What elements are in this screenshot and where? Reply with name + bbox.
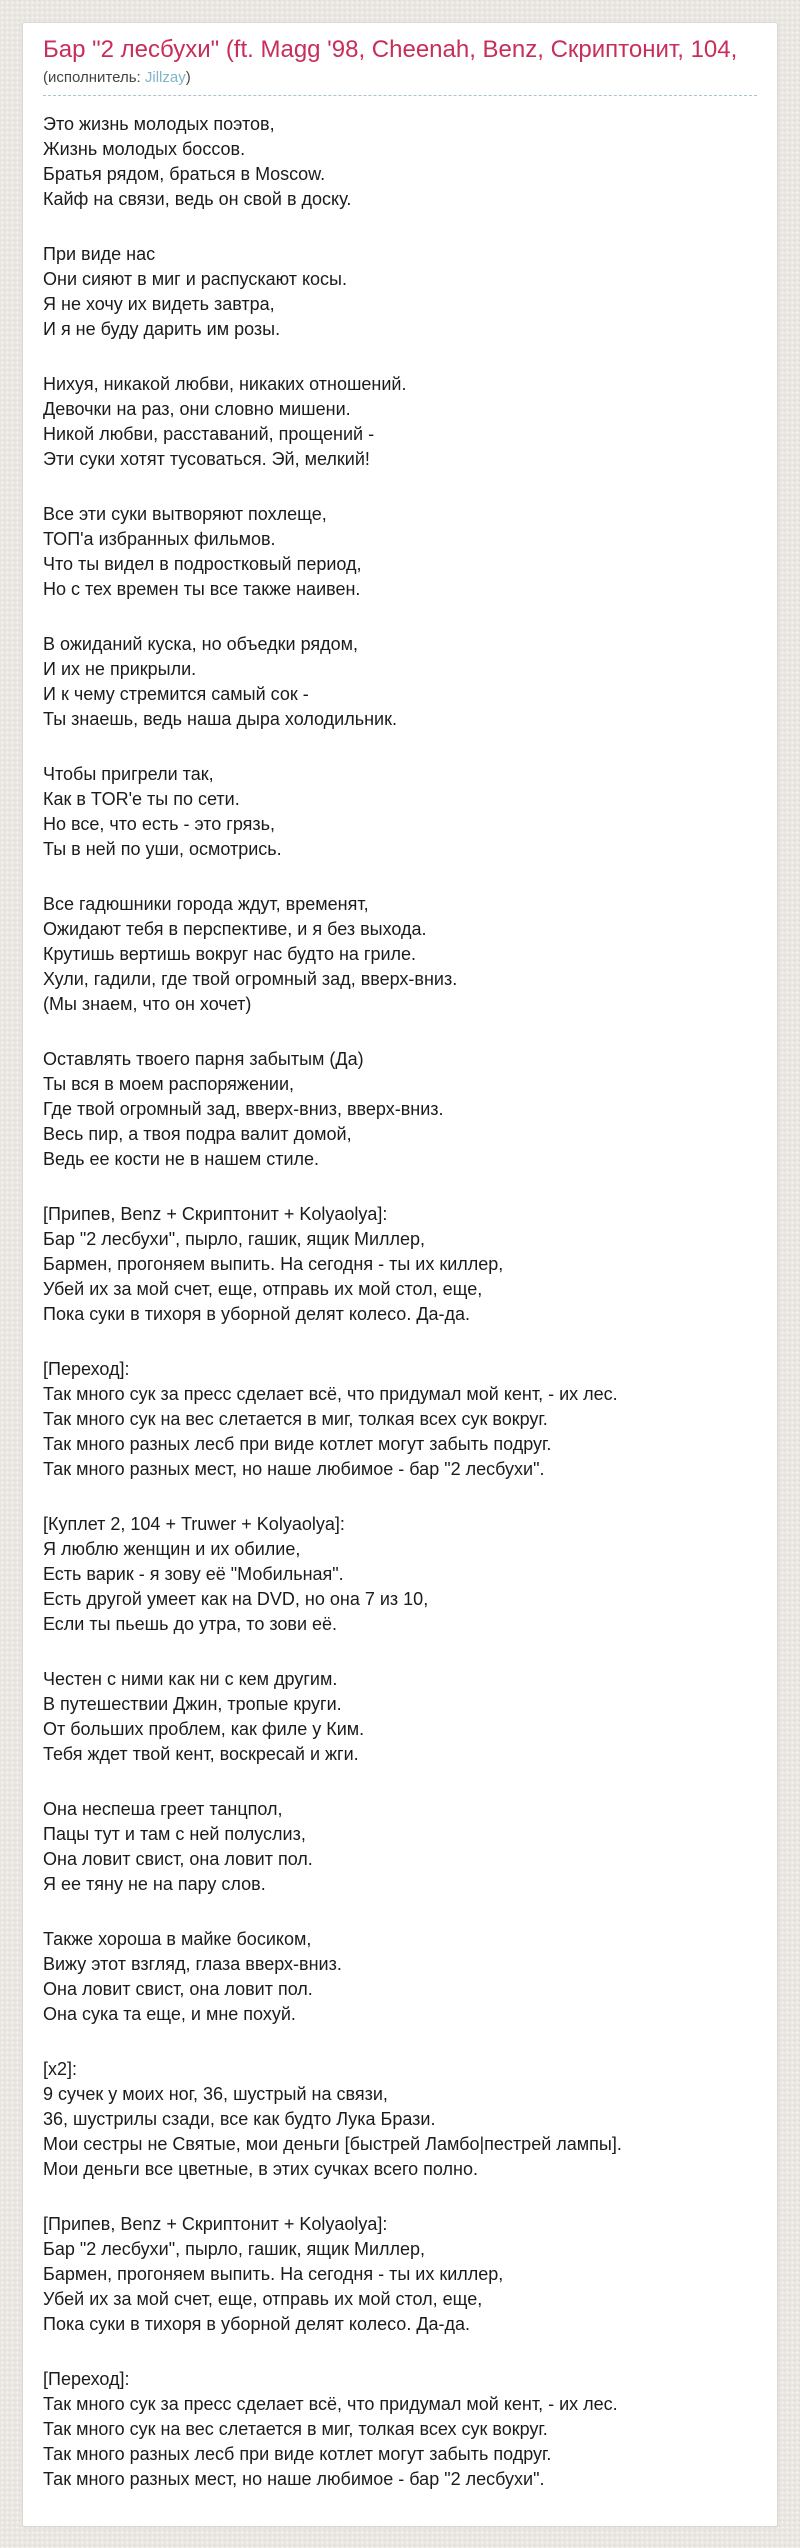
lyrics-stanza: При виде нас Они сияют в миг и распускают косы. Я не хочу их видеть завтра, И я не буду дарить им розы.	[43, 244, 347, 339]
lyrics-stanza: Это жизнь молодых поэтов, Жизнь молодых боссов. Братья рядом, браться в Moscow. Кайф на связи, ведь он свой в доску.	[43, 114, 352, 209]
performer-link[interactable]: Jillzay	[144, 69, 186, 86]
lyrics-stanza: Честен с ними как ни с кем другим. В путешествии Джин, тропые круги. От больших проблем, как филе у Ким. Тебя ждет твой кент, воскресай и жги.	[43, 1669, 365, 1764]
lyrics-stanza: Она неспеша греет танцпол, Пацы тут и там с ней полуслиз, Она ловит свист, она ловит пол. Я ее тяну не на пару слов.	[43, 1799, 313, 1894]
performer-label: (исполнитель:	[43, 69, 145, 86]
lyrics-stanza: Также хороша в майке босиком, Вижу этот взгляд, глаза вверх-вниз. Она ловит свист, она ловит пол. Она сука та еще, и мне похуй.	[43, 1929, 342, 2024]
song-title: Бар "2 лесбухи" (ft. Magg '98, Cheenah, Benz, Скриптонит, 104,	[43, 37, 738, 63]
lyrics-stanza: [Переход]: Так много сук за пресс сделает всё, что придумал мой кент, - их лес. Так много сук на вес слетается в миг, толкая всех сук вокруг. Так много разных лесб при виде котлет могут забыть подруг. Так много разных мест, но наше любимое - бар "2 лесбухи".	[43, 2369, 618, 2489]
lyrics-stanza: [Переход]: Так много сук за пресс сделает всё, что придумал мой кент, - их лес. Так много сук на вес слетается в миг, толкая всех сук вокруг. Так много разных лесб при виде котлет могут забыть подруг. Так много разных мест, но наше любимое - бар "2 лесбухи".	[43, 1359, 618, 1479]
lyrics-stanza: Все эти суки вытворяют похлеще, ТОП'а избранных фильмов. Что ты видел в подростковый период, Но с тех времен ты все также наивен.	[43, 504, 362, 599]
lyrics-text	[43, 112, 757, 2492]
lyrics-stanza: Оставлять твоего парня забытым (Да) Ты вся в моем распоряжении, Где твой огромный зад, вверх-вниз, вверх-вниз. Весь пир, а твоя подра валит домой, Ведь ее кости не в нашем стиле.	[43, 1049, 444, 1169]
page-background	[0, 22, 800, 2527]
lyrics-stanza: [Куплет 2, 104 + Truwer + Kolyaolya]: Я люблю женщин и их обилие, Есть варик - я зову её "Мобильная". Есть другой умеет как на DVD, но она 7 из 10, Если ты пьешь до утра, то зови её.	[43, 1514, 429, 1634]
lyrics-stanza: [x2]: 9 сучек у моих ног, 36, шустрый на связи, 36, шустрилы сзади, все как будто Лука Брази. Мои сестры не Святые, мои деньги [быстрей Ламбо|пестрей лампы]. Мои деньги все цветные, в этих сучках всего полно.	[43, 2059, 622, 2179]
lyrics-stanza: [Припев, Benz + Скриптонит + Kolyaolya]: Бар "2 лесбухи", пырло, гашик, ящик Миллер, Бармен, прогоняем выпить. На сегодня - ты их киллер, Убей их за мой счет, еще, отправь их мой стол, еще, Пока суки в тихоря в уборной делят колесо. Да-да.	[43, 2214, 504, 2334]
lyrics-card	[22, 22, 778, 2527]
lyrics-stanza: Все гадюшники города ждут, временят, Ожидают тебя в перспективе, и я без выхода. Крутишь вертишь вокруг нас будто на гриле. Хули, гадили, где твой огромный зад, вверх-вниз. (Мы знаем, что он хочет)	[43, 894, 458, 1014]
lyrics-stanza: В ожиданий куска, но объедки рядом, И их не прикрыли. И к чему стремится самый сок - Ты знаешь, ведь наша дыра холодильник.	[43, 634, 397, 729]
lyrics-stanza: Нихуя, никакой любви, никаких отношений. Девочки на раз, они словно мишени. Никой любви, расставаний, прощений - Эти суки хотят тусоваться. Эй, мелкий!	[43, 374, 407, 469]
lyrics-stanza: Чтобы пригрели так, Как в TOR'е ты по сети. Но все, что есть - это грязь, Ты в ней по уши, осмотрись.	[43, 764, 282, 859]
performer-label-suffix: )	[185, 69, 191, 86]
lyrics-stanza: [Припев, Benz + Скриптонит + Kolyaolya]: Бар "2 лесбухи", пырло, гашик, ящик Миллер, Бармен, прогоняем выпить. На сегодня - ты их киллер, Убей их за мой счет, еще, отправь их мой стол, еще, Пока суки в тихоря в уборной делят колесо. Да-да.	[43, 1204, 504, 1324]
performer-line	[43, 69, 757, 96]
